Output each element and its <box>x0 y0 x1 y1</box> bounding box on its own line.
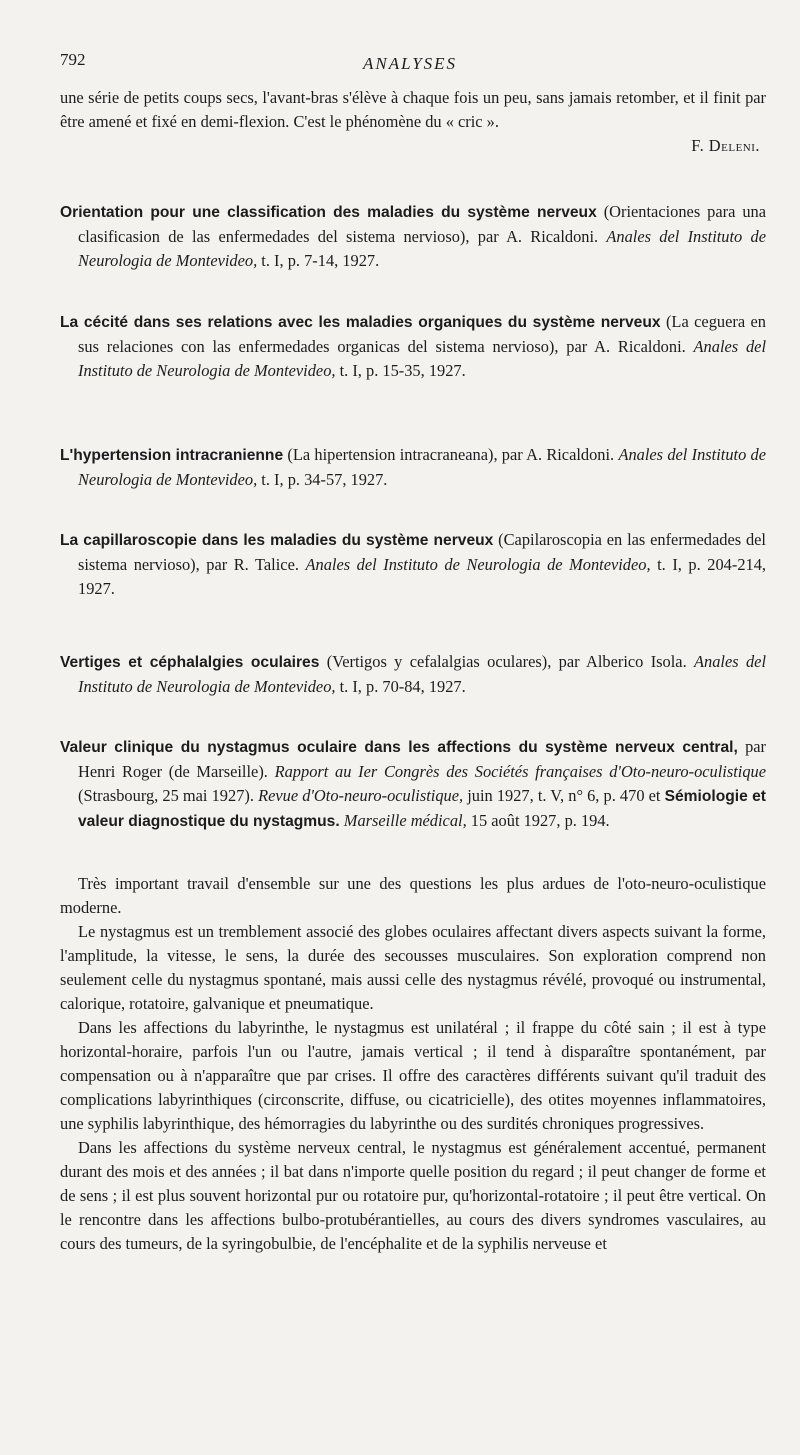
page-header <box>60 50 760 80</box>
entry-citation: (Vertigos y cefalalgias oculares), par Alberico Isola. <box>319 652 695 671</box>
intro-signature: F. Deleni. <box>691 136 760 155</box>
entry-title: Vertiges et céphalalgies oculaires <box>60 654 320 671</box>
entry-reference: t. I, p. 70-84, 1927. <box>335 677 466 696</box>
intro-text: une série de petits coups secs, l'avant-bras s'élève à chaque fois un peu, sans jamais retomber, et il finit par être amené et fixé en demi-flexion. C'est le phénomène du « cric ». <box>60 88 766 131</box>
entry-1 <box>60 200 766 273</box>
entry-citation: (La ceguera en sus relaciones con las enfermedades organicas del sistema nervioso), par A. Ricaldoni. <box>78 312 766 356</box>
body-paragraph: Très important travail d'ensemble sur une des questions les plus ardues de l'oto-neuro-oculistique moderne. <box>60 874 766 917</box>
entry-journal: Anales del Instituto de Neurologia de Montevideo, <box>78 227 766 270</box>
body-paragraph: Le nystagmus est un tremblement associé des globes oculaires affectant divers aspects suivant la forme, l'amplitude, la vitesse, le sens, la durée des secousses musculaires. Son exploration comprend non seulement celle du nystagmus spontané, mais aussi celle des nystagmus révélé, provoqué ou instrumental, calorique, rotatoire, galvanique et pneumatique. <box>60 922 766 1013</box>
entry-4 <box>60 528 766 601</box>
entry-citation-place: (Strasbourg, 25 mai 1927). <box>78 786 259 805</box>
entry-title: L'hypertension intracranienne <box>60 447 284 464</box>
running-head: ANALYSES <box>362 54 458 73</box>
entry-citation: par Henri Roger (de Marseille). <box>78 737 766 781</box>
entry-6 <box>60 735 766 834</box>
entry-journal: Rapport au Ier Congrès des Sociétés françaises d'Oto-neuro-oculistique <box>274 762 767 781</box>
entry-reference: t. I, p. 7-14, 1927. <box>257 251 380 270</box>
intro-paragraph <box>60 86 766 158</box>
entry-title: Valeur clinique du nystagmus oculaire dans les affections du système nerveux central, <box>60 739 738 756</box>
entry-journal: Anales del Instituto de Neurologia de Montevideo, <box>78 652 767 696</box>
entry-journal: Anales del Instituto de Neurologia de Montevideo, <box>78 445 767 489</box>
body-paragraph: Dans les affections du système nerveux central, le nystagmus est généralement accentué, permanent durant des mois et des années ; il bat dans n'importe quelle position du regard ; il peut changer de forme et de sens ; il est plus souvent horizontal pur ou rotatoire pur, qu'horizontal-rotatoire ; il peut être vertical. On le rencontre dans les affections bulbo-protubérantielles, au cours des divers syndromes vasculaires, au cours des tumeurs, de la syringobulbie, de l'encéphalite et de la syphilis nerveuse et <box>60 1138 766 1253</box>
entry-title: Orientation pour une classification des maladies du système nerveux <box>60 204 597 221</box>
entry-journal-3: Marseille médical, <box>339 811 467 830</box>
entry-2 <box>60 310 766 383</box>
entry-journal: Anales del Instituto de Neurologia de Montevideo, <box>305 555 651 574</box>
entry-reference: 15 août 1927, p. 194. <box>466 811 610 830</box>
entry-citation-issue: juin 1927, t. V, n° 6, p. 470 et <box>463 786 665 805</box>
entry-citation: (Capilaroscopia en las enfermedades del sistema nervioso), par R. Talice. <box>78 530 766 574</box>
entry-title: La capillaroscopie dans les maladies du système nerveux <box>60 532 494 549</box>
entry-reference: t. I, p. 34-57, 1927. <box>257 470 388 489</box>
entry-citation: (La hipertension intracraneana), par A. Ricaldoni. <box>283 445 619 464</box>
entry-5 <box>60 650 766 699</box>
entry-title-2: Sémiologie et valeur diagnostique du nystagmus. <box>78 788 766 830</box>
analysis-body <box>60 872 766 1256</box>
entry-3 <box>60 443 766 492</box>
entry-journal-2: Revue d'Oto-neuro-oculistique, <box>258 786 464 805</box>
body-paragraph: Dans les affections du labyrinthe, le nystagmus est unilatéral ; il frappe du côté sain ; il est à type horizontal-horaire, parfois l'un ou l'autre, jamais vertical ; il tend à disparaître spontanément, par compensation ou à n'apparaître que par crises. Il offre des caractères différents suivant qu'il traduit des complications labyrinthiques (circonscrite, diffuse, ou cicatricielle), des otites moyennes inflammatoires, une syphilis labyrinthique, des hémorragies du labyrinthe ou des surdités chroniques progressives. <box>60 1018 766 1133</box>
entry-reference: t. I, p. 15-35, 1927. <box>335 361 466 380</box>
entry-citation: (Orientaciones para una clasificasion de las enfermedades del sistema nervioso), par A. Ricaldoni. <box>78 202 766 246</box>
entry-title: La cécité dans ses relations avec les maladies organiques du système nerveux <box>60 314 661 331</box>
entry-journal: Anales del Instituto de Neurologia de Montevideo, <box>78 337 766 380</box>
page-number: 792 <box>60 50 86 69</box>
entry-reference: t. I, p. 204-214, 1927. <box>78 555 767 598</box>
